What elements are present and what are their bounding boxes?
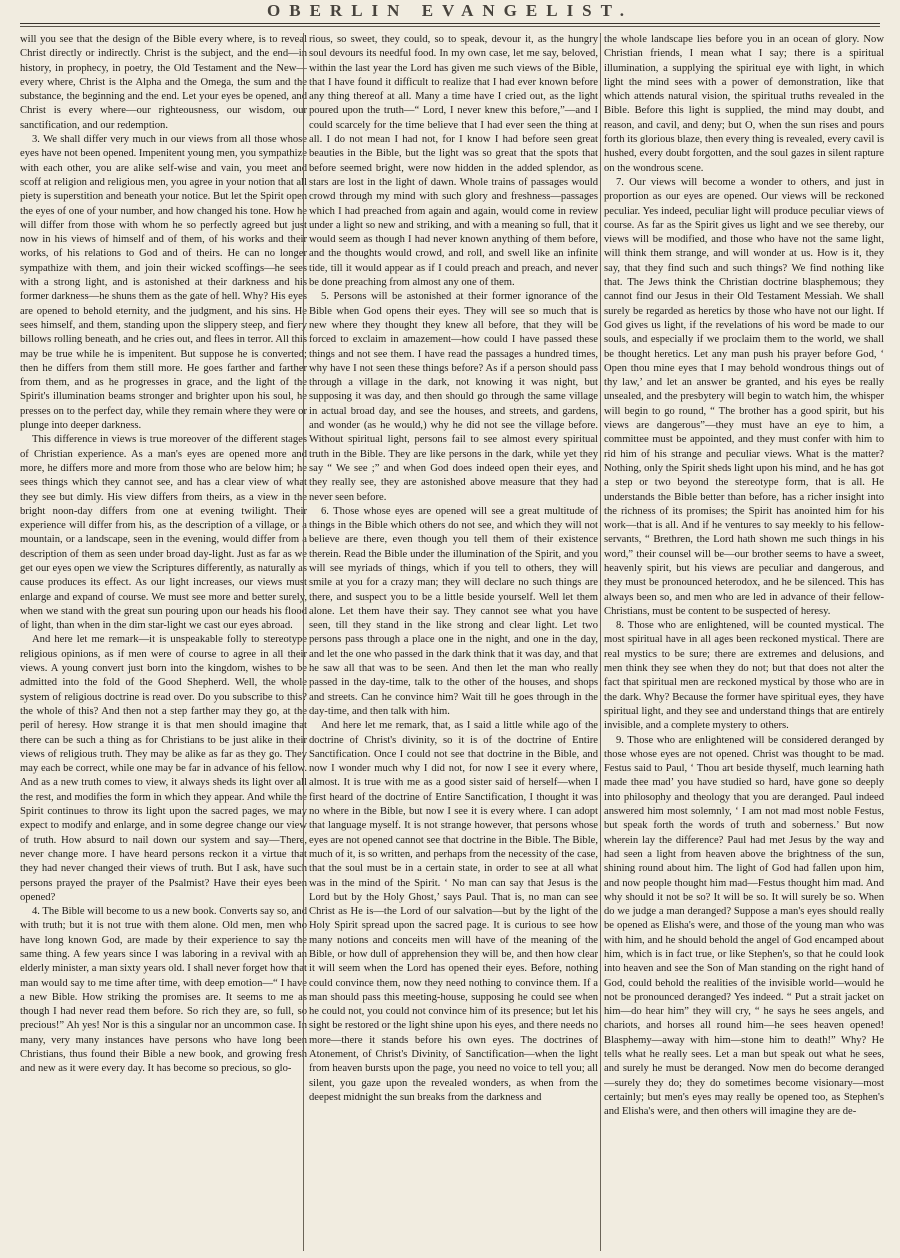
paragraph: 8. Those who are enlightened, will be counted mystical. The most spiritual have in all ages been reckoned mystical. There are real mystics to be sure; there are extremes and delusions, and men think they see when they do not; but that does not alter the fact that spiritual men are reckoned mystical by those who are in the dark. Why? Because the former have spiritual eyes, they have spiritual light, and they see and understand things that are entirely invisible, and a complete mystery to others. [604, 620, 884, 732]
column-1 [20, 33, 307, 1251]
paragraph: 5. Persons will be astonished at their former ignorance of the Bible when God opens their eyes. They will see so much that is new where they thought they knew all before, that they will be forced to exclaim in amazement—how could I have passed these things and not see them. I have read the passages a hundred times, why have I not seen these things before? As if a person should pass through a village in the dark, not knowing it was night, but supposing it was day, and then should go through the same village in actual broad day, and see the houses, and streets, and gardens, and wonder (as he would,) why he did not see the village before. Without spiritual light, persons fail to see almost every spiritual truth in the Bible. They are like persons in the dark, while yet they say “ We see ;” and when God does indeed open their eyes, and they really see, they are astonished above measure that they had never seen before. [309, 291, 598, 503]
column-3 [604, 33, 884, 1251]
paragraph: 6. Those whose eyes are opened will see a great multitude of things in the Bible which others do not see, and which they will not believe are there, even though you tell them of their existence therein. Read the Bible under the illumination of the Spirit, and you will see myriads of things, which if you tell to others, they will smile at you for a crazy man; they will declare no such things are there, and suspect you to be a little beside yourself. Well let them alone. Let them have their say. They cannot see what you have seen, till they stand in the like strong and clear light. Let two persons pass through a place one in the night, and one in the day, and let the one who passed in the dark think that it was day, and that he saw all that was to be seen. And then let the man who really passed in the day-time, talk to the other of the houses, and shops and streets. Can he convince him? Wait till he goes through in the day-time, and then talk with him. [309, 505, 598, 717]
paragraph: This difference in views is true moreover of the different stages of Christian experience. As a man's eyes are opened more and more, he differs more and more from those who are below him; he sees things which they cannot see, and has a clear view of what they see but dimly. His view differs from theirs, as a view in the bright noon-day differs from one at evening twilight. Their experience will differ from his, as the description of a village, or a mountain, or a landscape, seen in the evening, would differ from a description of them as seen under broad day-light. Just as far as we get our eyes open we view the Scriptures differently, as naturally as cause produces its effect. As our light increases, our views must enlarge and expand of course. We must see more and better surely, when we stand with the great sun pouring upon our heads his flood of light, than when in the dim star-light we cast our eyes abroad. [20, 434, 307, 632]
paragraph: the whole landscape lies before you in an ocean of glory. Now Christian friends, I mean what I say; there is a spiritual illumination, a supplying the spiritual eye with light, in which light the mind sees with a power of demonstration, like that which attends natural vision, the spiritual truths revealed in the Bible. Before this light is supplied, the mind may doubt, and reason, and cavil, and deny; but O, when the sun rises and pours forth its glorious blaze, then every thing is revealed, every cavil is hushed, every doubt forgotten, and the soul gazes in silent rapture on the wondrous scene. [604, 34, 884, 174]
masthead [0, 0, 900, 24]
column-divider [303, 33, 304, 1251]
paragraph: And here let me remark, that, as I said a little while ago of the doctrine of Christ's divinity, so it is of the doctrine of Entire Sanctification. Once I could not see that doctrine in the Bible, and now I wonder much why I did not, for now I see it every where, almost. It is true with me as a good sister said of herself—when I first heard of the doctrine of Entire Sanctification, I thought it was no where in the Bible, but now I see it is every where. I can adopt that language myself. It is not strange however, that persons whose eyes are not opened cannot see that doctrine in the Bible. The Bible, much of it, is so written, and perhaps from the necessity of the case, that the soul must be in a certain state, in order to see at all what was in the mind of the Spirit. ‘ No man can say that Jesus is the Lord but by the Holy Ghost,’ says Paul. That is, no man can see Christ as He is—the Lord of our salvation—but by the light of the Holy Spirit spread upon the sacred page. It is curious to see how many notions and conceits men will have of the meaning of the Bible, or how dull of apprehension they will be, and then how clear it will seem when the Lord has opened their eyes. Before, nothing could convince them, now they need nothing to convince them. If a man should pass this meeting-house, supposing he could see when he could not, you could not convince him of its presence; but let his sight be restored or the light shine upon his eyes, and there needs no more—there it stands before his own eyes. The doctrines of Atonement, of Christ's Divinity, of Sanctification—when the light from heaven bursts upon the page, you need no voice to tell you; all silent, you gaze upon the revealed wonders, as when from the deepest midnight the sun breaks from the darkness and [309, 720, 598, 1103]
column-divider [600, 33, 601, 1251]
column-2 [309, 33, 598, 1251]
paragraph: rious, so sweet, they could, so to speak, devour it, as the hungry soul devours its needful food. In my own case, let me say, beloved, within the last year the Lord has given me such views of the Bible, that I have found it difficult to realize that I had ever known before any thing thereof at all. Many a time have I cried out, as the light poured upon the truth—“ Lord, I never knew this before,”—and I could scarcely for the time believe that I had ever seen the thing at all. I do not mean I had not, for I know I had before seen great beauties in the Bible, but the light was so great that the spots that before seemed bright, were now hidden in the added splendor, as stars are lost in the light of dawn. Whole trains of passages would crowd through my mind with such glory and freshness—passages which I had preached from again and again, would come in review under a light so new and striking, and with a meaning so full, that it would seem as though I had never known anything of them before, and the thoughts would crowd, and roll, and swell like an infinite tide, till it would appear as if I could preach and preach, and never be done preaching from almost any one of them. [309, 34, 598, 289]
paragraph: And here let me remark—it is unspeakable folly to stereotype religious opinions, as if men were of course to agree in all their views. A young convert just born into the kingdom, wishes to be admitted into the fold of the Good Shepherd. Well, the whole system of religious doctrine is read over. Do you subscribe to this? the whole of this? And then not a step farther may they go, at the peril of heresy. How strange it is that men should imagine that there can be such a thing as for Christians to be just alike in their views of religious truth. They may be alike as far as they go. They may each be correct, while one may be far in advance of his fellow. And as a new truth comes to view, it always sheds its light over all the rest, and modifies the form in which they appear. And while the Spirit continues to throw its light upon the sacred pages, we may expect to modify and enlarge, and in some degree change our view of truth. How absurd to nail down our system and say—There, never change more. I have heard persons reckon it a virtue that they had never changed their views of truth. But I ask, have such persons prayed the prayer of the Psalmist? Have their eyes been opened? [20, 634, 307, 903]
paragraph: will you see that the design of the Bible every where, is to reveal Christ directly or indirectly. Christ is the subject, and the end—in history, in prophecy, in poetry, the Old Testament and the New—every where, Christ is the Alpha and the Omega, the sum and the substance, the beginning and the end. Let your eyes be opened, and Christ is every where—our righteousness, our wisdom, our sanctification, and our redemption. [20, 34, 307, 131]
masthead-title: OBERLIN EVANGELIST. [267, 1, 633, 20]
paragraph: 9. Those who are enlightened will be considered deranged by those whose eyes are not opened. Christ was thought to be mad. Festus said to Paul, ‘ Thou art beside thyself, much learning hath made thee mad’ you have studied so hard, have gone so deeply into philosophy and theology that you are deranged. Paul indeed answered him most solemnly, ‘ I am not mad most noble Festus, but speak forth the words of truth and soberness.’ But now wherein lay the difference? Paul had met Jesus by the way and had seen a light from heaven above the brightness of the sun, shining round about him. The light of God had fallen upon him, and now people thought him mad—Festus thought him mad. And why should it not be so? It will be so. It will surely be so. When do we judge a man deranged? Suppose a man's eyes should really be opened as Elisha's were, and those of the young man who was with him, and he should behold the angel of God encamped about him, which is in fact true, or like Stephen's, so that he could look into heaven and see the Son of Man standing on the right hand of God, could behold the realities of the invisible world—would he not be pronounced deranged? Yes indeed. “ Put a strait jacket on him—do hear him” they will cry, “ he says he sees angels, and chariots, and horses all round him—he sees heaven opened! Blasphemy—away with him—stone him to death!” Why? He tells what he really sees. Let a man but speak out what he sees, and surely he must be deranged. Now men do become deranged—surely they do; they do sometimes become visionary—most certainly; but men's eyes may really be opened too, as Stephen's and Elisha's were, and then others will imagine they are de- [604, 734, 884, 1118]
paragraph: 4. The Bible will become to us a new book. Converts say so, and with truth; but it is not true with them alone. Old men, men who have long known God, are made by their experience to say the same thing. A few years since I was laboring in a revival with an elderly minister, a man sixty years old. I shall never forget how that man would say to me time after time, with deep emotion—“ I have a new Bible. How striking the promises are. It seems to me as though I had never read them before. So rich they are, so full, so precious!” Ah yes! Nor is this a singular nor an uncommon case. In many, very many instances have persons who have long been Christians, thus found their Bible a new book, and growing fresh and new as it were every day. It has become so precious, so glo- [20, 906, 307, 1075]
masthead-rule [20, 23, 880, 24]
paragraph: 3. We shall differ very much in our views from all those whose eyes have not been opened. Impenitent young men, you sympathize with each other, you are alike self-wise and vain, you meet and scoff at religion and religious men, you agree in your notion that all piety is superstition and beneath your notice. But let the Spirit open the eyes of one of your number, and how changed his tone. How he will differ from those with whom he so perfectly agreed but just now in his views of himself and of them, of his works and their works, of his relations to God and of theirs. He can no longer sympathize with them, and join their wicked scoffings—he sees with a strong light, and is astonished at their darkness and his former darkness—he shuns them as the gate of hell. Why? His eyes are opened to behold eternity, and the judgment, and his sins. He sees himself, and them, standing upon the slippery steep, and fiery billows rolling beneath, and he cries out, and flees in terror. All this may be true while he is impenitent. But suppose he is converted; then he differs from them still more. He goes farther and farther from them, and as he progresses in grace, and the light of the Spirit's illumination beams stronger and brighter upon his soul, he presses on to the perfect day, while they remain where they were or plunge into deeper darkness. [20, 134, 307, 432]
paragraph: 7. Our views will become a wonder to others, and just in proportion as our eyes are opened. Our views will be reckoned peculiar. Yes indeed, peculiar light will produce peculiar views of course. As far as the Spirit gives us light and we see thereby, our views will be modified, and those who have not the same light, will think them strange, and will wonder at us. How is it, they say, that they find such and such things? We find nothing like that. The Jews think the Christian doctrine blasphemous; they cannot find our Jesus in their Old Testament Messiah. We shall surely be regarded as heretics by those who have not our light. If God gives us light, if the revelations of his word be made to our souls, and especially if we proclaim them to the world, we shall be thought heretics. Let any man push his prayer before God, ‘ Open thou mine eyes that I may behold wondrous things out of thy law,’ and let an answer be granted, and his eyes be really unsealed, and the presbytery will begin to watch him, the whisper will begin to go round, “ The brother has a good spirit, but his views are dangerous”—they must have an eye to him, a committee must be appointed, and they must confer with him to rid him of his strange and peculiar views. What is the matter? Nothing, only the Spirit sheds light upon his mind, and he has got a step or two beyond the stereotype form, that is all. He understands the Bible better than before, has a richer insight into the richness of its promises; the Spirit has anointed him for his work—that is all. And if he ventures to say meekly to his fellow-servants, “ Brethren, the Lord hath shown me such things in his word,” their counsel will be—our brother seems to have a sweet, heavenly spirit, but his views are peculiar and dangerous, and they must be pronounced heterodox, and he be silenced. This has always been so, and men who are led in advance of their fellow-Christians, must be content to be suspected of heresy. [604, 176, 884, 617]
masthead-rule-thin [20, 26, 880, 27]
